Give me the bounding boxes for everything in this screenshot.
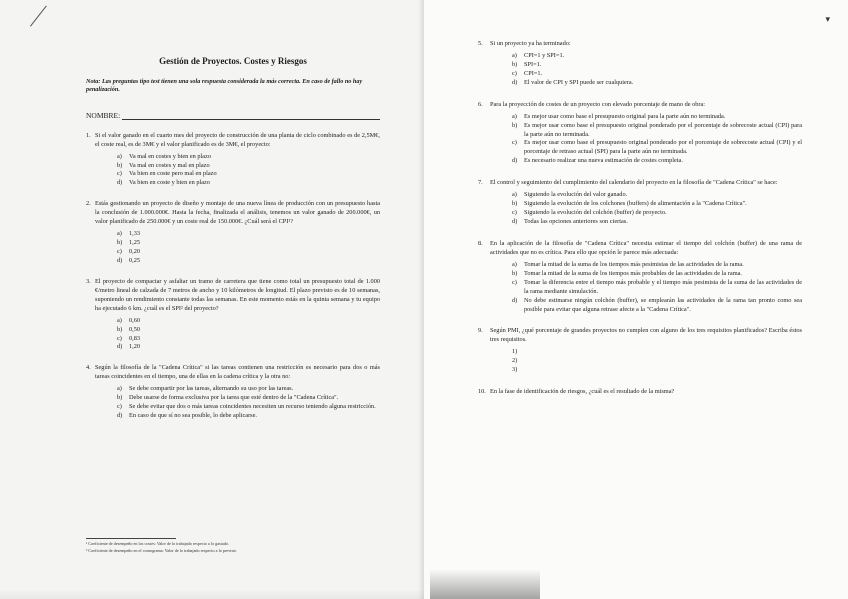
answer-option [117,335,380,344]
option-letter: d) [117,343,123,351]
option-list [512,261,802,315]
option-text: Se debe evitar que dos o más tareas coincidentes necesiten un recurso teniendo alguna restricción. [129,403,376,411]
option-list [512,348,802,375]
option-text: Debe usarse de forma exclusiva por la tarea que esté dentro de la "Cadena Crítica". [129,394,339,402]
option-letter: b) [117,394,123,402]
question-text: Estás gestionando un proyecto de diseño y montaje de una nueva línea de producción con un presupuesto hasta la conclusión de 1.000.000€. Hasta la fecha, finalizada el análisis, tenemos un valor ganado de 200.000€, un valor planificado de 250.000€ y un coste real de 150.000€. ¿Cuál será el CPI¹? [95,200,380,226]
corner-mark: ▾ [825,14,830,24]
option-list [117,317,380,353]
answer-option [512,61,802,70]
footnotes [86,538,386,554]
option-letter: c) [512,278,517,286]
question-body [95,200,380,266]
option-letter: d) [512,296,518,304]
option-letter: c) [512,139,517,147]
exam-note: Nota: Las preguntas tipo test tienen una sola respuesta considerada la más correcta. En caso de fallo no hay penalización. [86,78,363,94]
option-letter: d) [117,412,123,420]
exam-title: Gestión de Proyectos. Costes y Riesgos [159,56,307,66]
question-number: 7. [478,179,483,187]
option-text: Siguiendo la evolución del colchón (buffer) de proyecto. [524,209,667,217]
option-text: 0,60 [129,316,141,324]
option-text: Siguiendo la evolución de los colchones (buffers) de alimentación a la "Cadena Crítica". [524,200,747,208]
answer-option [117,162,380,171]
question-number: 8. [478,239,483,247]
option-text: CPI=1 y SPI=1. [524,51,565,59]
option-letter: d) [512,78,518,86]
option-text: Tomar la mitad de la suma de los tiempos más probables de las actividades de la rama. [524,269,742,277]
question-text: Según PMI, ¿qué porcentaje de grandes proyectos no cumplen con alguno de los tres requisitos planificados? Escriba éstos tres requisitos. [490,327,802,344]
footnote-1: ¹ Coeficiente de desempeño en los costes: Valor de lo trabajado respecto a lo gastado. [86,541,229,547]
question-body [95,278,380,353]
answer-option [117,179,380,188]
option-letter: b) [512,269,518,277]
question-body [490,101,802,167]
option-text: CPI=1. [524,69,543,77]
option-letter: b) [512,200,518,208]
option-letter: d) [512,157,518,165]
option-letter: d) [512,218,518,225]
answer-option [512,270,802,279]
option-text: Se debe compartir por las tareas, alternando su uso por las tareas. [129,385,294,393]
option-text: Siguiendo la evolución del valor ganado. [524,191,628,199]
answer-option [512,218,802,227]
question-number: 6. [478,100,483,108]
answer-option [117,170,380,179]
answer-option [512,113,802,122]
answer-option [512,157,802,166]
option-letter: b) [512,121,518,129]
option-letter: a) [117,385,122,393]
option-list [117,230,380,266]
option-letter: b) [512,60,518,68]
answer-option [512,122,802,140]
option-text: Todas las opciones anteriores son ciertas. [524,218,628,225]
question-body [490,40,802,88]
question-2 [86,200,380,266]
option-letter: a) [512,112,517,120]
option-letter: d) [117,179,123,187]
name-label: NOMBRE: [86,110,121,120]
question-number: 5. [478,40,483,47]
question-text: Para la proyección de costes de un proyecto con elevado porcentaje de mano de obra: [490,100,706,108]
answer-option [117,257,380,266]
name-field [86,111,380,120]
option-letter: a) [512,191,517,199]
question-body [95,132,380,189]
option-letter: c) [512,69,517,77]
question-text: Si un proyecto ya ha terminado: [490,40,571,47]
answer-option [117,403,380,412]
question-4 [86,364,380,421]
footnote-rule [86,538,176,539]
option-list [117,385,380,421]
question-3 [86,278,380,353]
option-letter: a) [117,230,122,238]
option-letter: a) [512,260,517,268]
option-list [117,153,380,189]
question-1 [86,132,380,189]
exam-page-right [424,0,848,599]
option-letter: b) [117,325,123,333]
answer-option [512,297,802,315]
option-letter: a) [117,152,122,160]
option-text: Va mal en costes y bien en plazo [129,152,212,160]
answer-option [117,248,380,257]
option-text: Tomar la mitad de la suma de los tiempos más pesimistas de las actividades de la rama. [524,260,744,268]
question-list-right [478,40,802,397]
answer-option [512,200,802,209]
option-text: Es mejor usar como base el presupuesto original ponderado por el porcentaje de sobrecoste actual (CPI) y el porcentaje de retraso actual (SPI) para la parte aún no terminada. [524,139,802,156]
question-8 [478,240,802,315]
option-text: SPI=1. [524,60,542,68]
option-text: 1,33 [129,230,141,238]
question-10 [478,388,802,397]
name-line [122,111,380,120]
question-number: 1. [86,131,91,139]
answer-option [117,385,380,394]
option-text: 1,25 [129,239,141,247]
question-text: Si el valor ganado en el cuarto mes del proyecto de construcción de una planta de ciclo combinado es de 2,5M€, el coste real, es de 3M€ y el valor planificado es de 3M€, el proyecto: [95,131,380,148]
option-letter: 2) [512,357,518,365]
question-number: 10. [478,388,486,396]
option-text: 0,83 [129,334,141,342]
question-body [490,327,802,375]
answer-option [512,366,802,375]
answer-option [117,326,380,335]
answer-option [512,348,802,357]
question-body [490,388,802,397]
option-letter: 3) [512,366,518,374]
option-text: Es necesario realizar una nueva estimación de costes completa. [524,157,683,165]
answer-option [117,230,380,239]
question-text: Según la filosofía de la "Cadena Crítica" si las tareas contienen una restricción es necesario para dos o más tareas coincidentes en el tiempo, una de ellas en la cadena crítica y la otra no: [95,364,380,381]
question-number: 4. [86,364,91,372]
question-9 [478,327,802,375]
option-letter: c) [117,403,122,411]
option-letter: d) [117,256,123,264]
question-text: En la aplicación de la filosofía de "Cadena Crítica" necesita estimar el tiempo del colchón (buffer) de una rama de actividades que no es crítica. Para ello que opción le parece más adecuada: [490,239,802,256]
answer-option [117,412,380,421]
option-text: Va mal en costes y mal en plazo [129,161,210,169]
question-6 [478,101,802,167]
question-7 [478,179,802,227]
answer-option [512,70,802,79]
answer-option [512,357,802,366]
option-letter: b) [117,239,123,247]
answer-option [512,79,802,88]
question-text: En la fase de identificación de riesgos, ¿cuál es el resultado de la misma? [490,388,675,396]
option-text: 0,50 [129,325,141,333]
option-letter: a) [512,51,517,59]
option-list [512,191,802,227]
question-text: El proyecto de compactar y asfaltar un tramo de carretera que tiene como total un presupuesto total de 1.000 €/metro lineal de calzada de 7 metros de ancho y 10 kilómetros de longitud. El plazo previsto es de 10 semanas, suponiendo un rendimiento constante todas las semanas. En este momento estás en la quinta semana y tu equipo ha ejecutado 6 km. ¿cuál es el SPI² del proyecto? [95,277,380,312]
answer-option [117,317,380,326]
answer-option [512,279,802,297]
option-text: El valor de CPI y SPI puede ser cualquiera. [524,78,634,86]
answer-option [117,153,380,162]
footnote-2: ² Coeficiente de desempeño en el cronograma. Valor de lo trabajado respecto a lo previsto [86,547,237,553]
option-list [512,113,802,167]
question-number: 9. [478,327,483,335]
option-letter: 1) [512,348,518,356]
option-letter: c) [117,248,122,256]
option-text: Es mejor usar como base el presupuesto original para la parte aún no terminada. [524,112,726,120]
option-text: Va bien en coste y bien en plazo [129,179,210,187]
option-text: Es mejor usar como base el presupuesto original ponderado por el porcentaje de sobrecoste actual (CPI) para la parte aún no terminada. [524,121,802,138]
question-text: El control y seguimiento del cumplimiento del calendario del proyecto en la filosofía de "Cadena Crítica" se hace: [490,179,778,187]
question-body [95,364,380,421]
question-number: 3. [86,277,91,285]
answer-option [512,209,802,218]
scan-shadow-bottom [0,589,424,599]
option-letter: a) [117,316,122,324]
answer-option [512,191,802,200]
answer-option [117,343,380,352]
question-list-left [86,132,380,421]
question-number: 2. [86,200,91,208]
pen-mark [30,6,47,27]
option-text: Tomar la diferencia entre el tiempo más probable y el tiempo más pesimista de la suma de las actividades de la rama mediante simulación. [524,278,802,295]
option-text: Va bien en coste pero mal en plazo [129,170,217,178]
answer-option [512,261,802,270]
option-text: En caso de que sí no sea posible, lo debe aplicarse. [129,412,257,420]
option-letter: c) [512,209,517,217]
option-list [512,52,802,88]
question-body [490,240,802,315]
answer-option [117,394,380,403]
answer-option [512,52,802,61]
option-letter: b) [117,161,123,169]
option-letter: c) [117,170,122,178]
question-5 [478,40,802,88]
option-text: 0,20 [129,248,141,256]
scan-shadow [430,569,540,599]
answer-option [117,239,380,248]
option-text: 1,20 [129,343,141,351]
answer-option [512,139,802,157]
option-letter: c) [117,334,122,342]
option-text: No debe estimarse ningún colchón (buffer), se emplearán las actividades de la rama tan pronto como sea posible para evitar que alguna retrase afecte a la "Cadena Crítica". [524,296,802,313]
question-body [490,179,802,227]
option-text: 0,25 [129,256,141,264]
